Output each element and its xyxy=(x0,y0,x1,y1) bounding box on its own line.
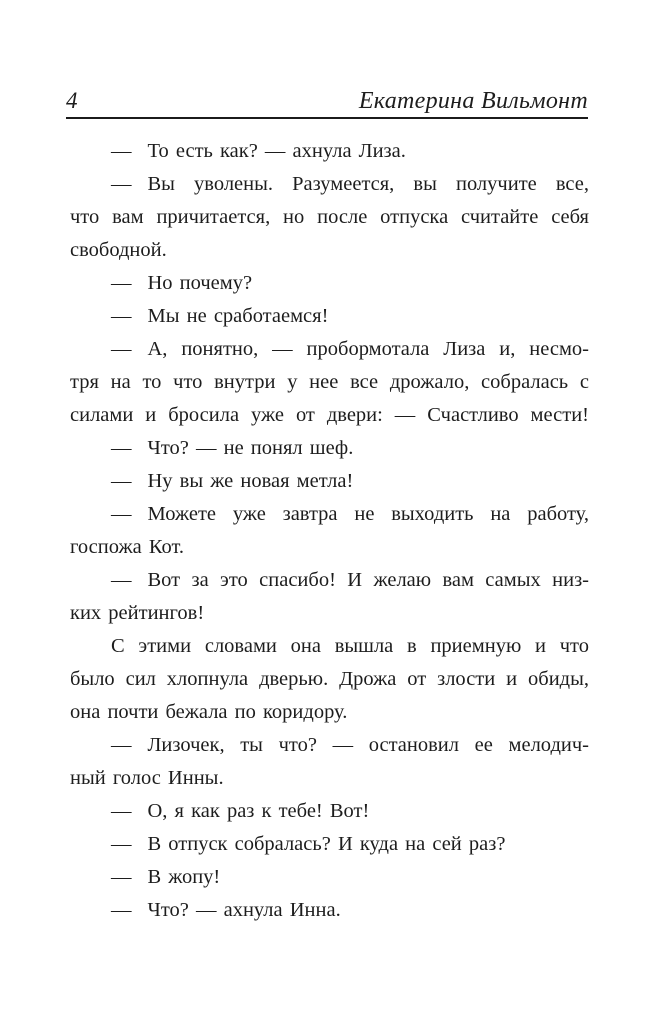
line-text: Вот за это спасибо! И желаю вам самых низ- xyxy=(147,569,589,591)
dialogue-dash-icon: — xyxy=(111,899,132,921)
text-line xyxy=(70,564,589,597)
header-rule xyxy=(66,117,588,119)
line-text: Лизочек, ты что? — остановил ее мелодич- xyxy=(147,734,589,756)
text-line xyxy=(70,498,589,531)
line-text: Но почему? xyxy=(147,272,253,294)
text-line xyxy=(70,894,589,927)
text-line xyxy=(70,399,589,432)
line-text: было сил хлопнула дверью. Дрожа от злости и обиды, xyxy=(70,668,589,690)
line-text: ный голос Инны. xyxy=(70,767,224,789)
line-text: Ну вы же новая метла! xyxy=(147,470,354,492)
text-line xyxy=(70,201,589,234)
line-text: силами и бросила уже от двери: — Счастливо мести! xyxy=(70,404,589,426)
text-line xyxy=(70,795,589,828)
line-text: Что? — не понял шеф. xyxy=(147,437,354,459)
dialogue-dash-icon: — xyxy=(111,437,132,459)
text-line xyxy=(70,234,589,267)
dialogue-dash-icon: — xyxy=(111,338,132,360)
dialogue-dash-icon: — xyxy=(111,833,132,855)
line-text: То есть как? — ахнула Лиза. xyxy=(147,140,406,162)
text-line xyxy=(70,828,589,861)
text-line xyxy=(70,168,589,201)
dialogue-dash-icon: — xyxy=(111,866,132,888)
line-text: С этими словами она вышла в приемную и что xyxy=(111,635,589,657)
text-line xyxy=(70,267,589,300)
body-text xyxy=(70,135,589,927)
dialogue-dash-icon: — xyxy=(111,734,132,756)
text-line xyxy=(70,861,589,894)
dialogue-dash-icon: — xyxy=(111,800,132,822)
line-text: она почти бежала по коридору. xyxy=(70,701,348,723)
dialogue-dash-icon: — xyxy=(111,569,132,591)
line-text: О, я как раз к тебе! Вот! xyxy=(147,800,370,822)
text-line xyxy=(70,630,589,663)
line-text: В отпуск собралась? И куда на сей раз? xyxy=(147,833,506,855)
running-title: Екатерина Вильмонт xyxy=(358,88,588,114)
text-line xyxy=(70,432,589,465)
running-head-row xyxy=(66,88,588,114)
text-line xyxy=(70,333,589,366)
line-text: А, понятно, — пробормотала Лиза и, несмо- xyxy=(147,338,589,360)
dialogue-dash-icon: — xyxy=(111,305,132,327)
text-line xyxy=(70,531,589,564)
line-text: тря на то что внутри у нее все дрожало, собралась с xyxy=(70,371,589,393)
line-text: В жопу! xyxy=(147,866,221,888)
line-text: госпожа Кот. xyxy=(70,536,185,558)
text-line xyxy=(70,300,589,333)
line-text: что вам причитается, но после отпуска считайте себя xyxy=(70,206,589,228)
text-line xyxy=(70,135,589,168)
text-line xyxy=(70,597,589,630)
line-text: Мы не сработаемся! xyxy=(147,305,329,327)
text-line xyxy=(70,729,589,762)
line-text: свободной. xyxy=(70,239,167,261)
page-header xyxy=(66,88,588,119)
line-text: Что? — ахнула Инна. xyxy=(147,899,341,921)
line-text: Можете уже завтра не выходить на работу, xyxy=(147,503,589,525)
line-text: Вы уволены. Разумеется, вы получите все, xyxy=(147,173,589,195)
dialogue-dash-icon: — xyxy=(111,503,132,525)
dialogue-dash-icon: — xyxy=(111,140,132,162)
text-line xyxy=(70,762,589,795)
text-line xyxy=(70,465,589,498)
page-number: 4 xyxy=(66,88,78,113)
text-line xyxy=(70,663,589,696)
text-line xyxy=(70,366,589,399)
dialogue-dash-icon: — xyxy=(111,470,132,492)
dialogue-dash-icon: — xyxy=(111,173,132,195)
text-line xyxy=(70,696,589,729)
line-text: ких рейтингов! xyxy=(70,602,205,624)
dialogue-dash-icon: — xyxy=(111,272,132,294)
